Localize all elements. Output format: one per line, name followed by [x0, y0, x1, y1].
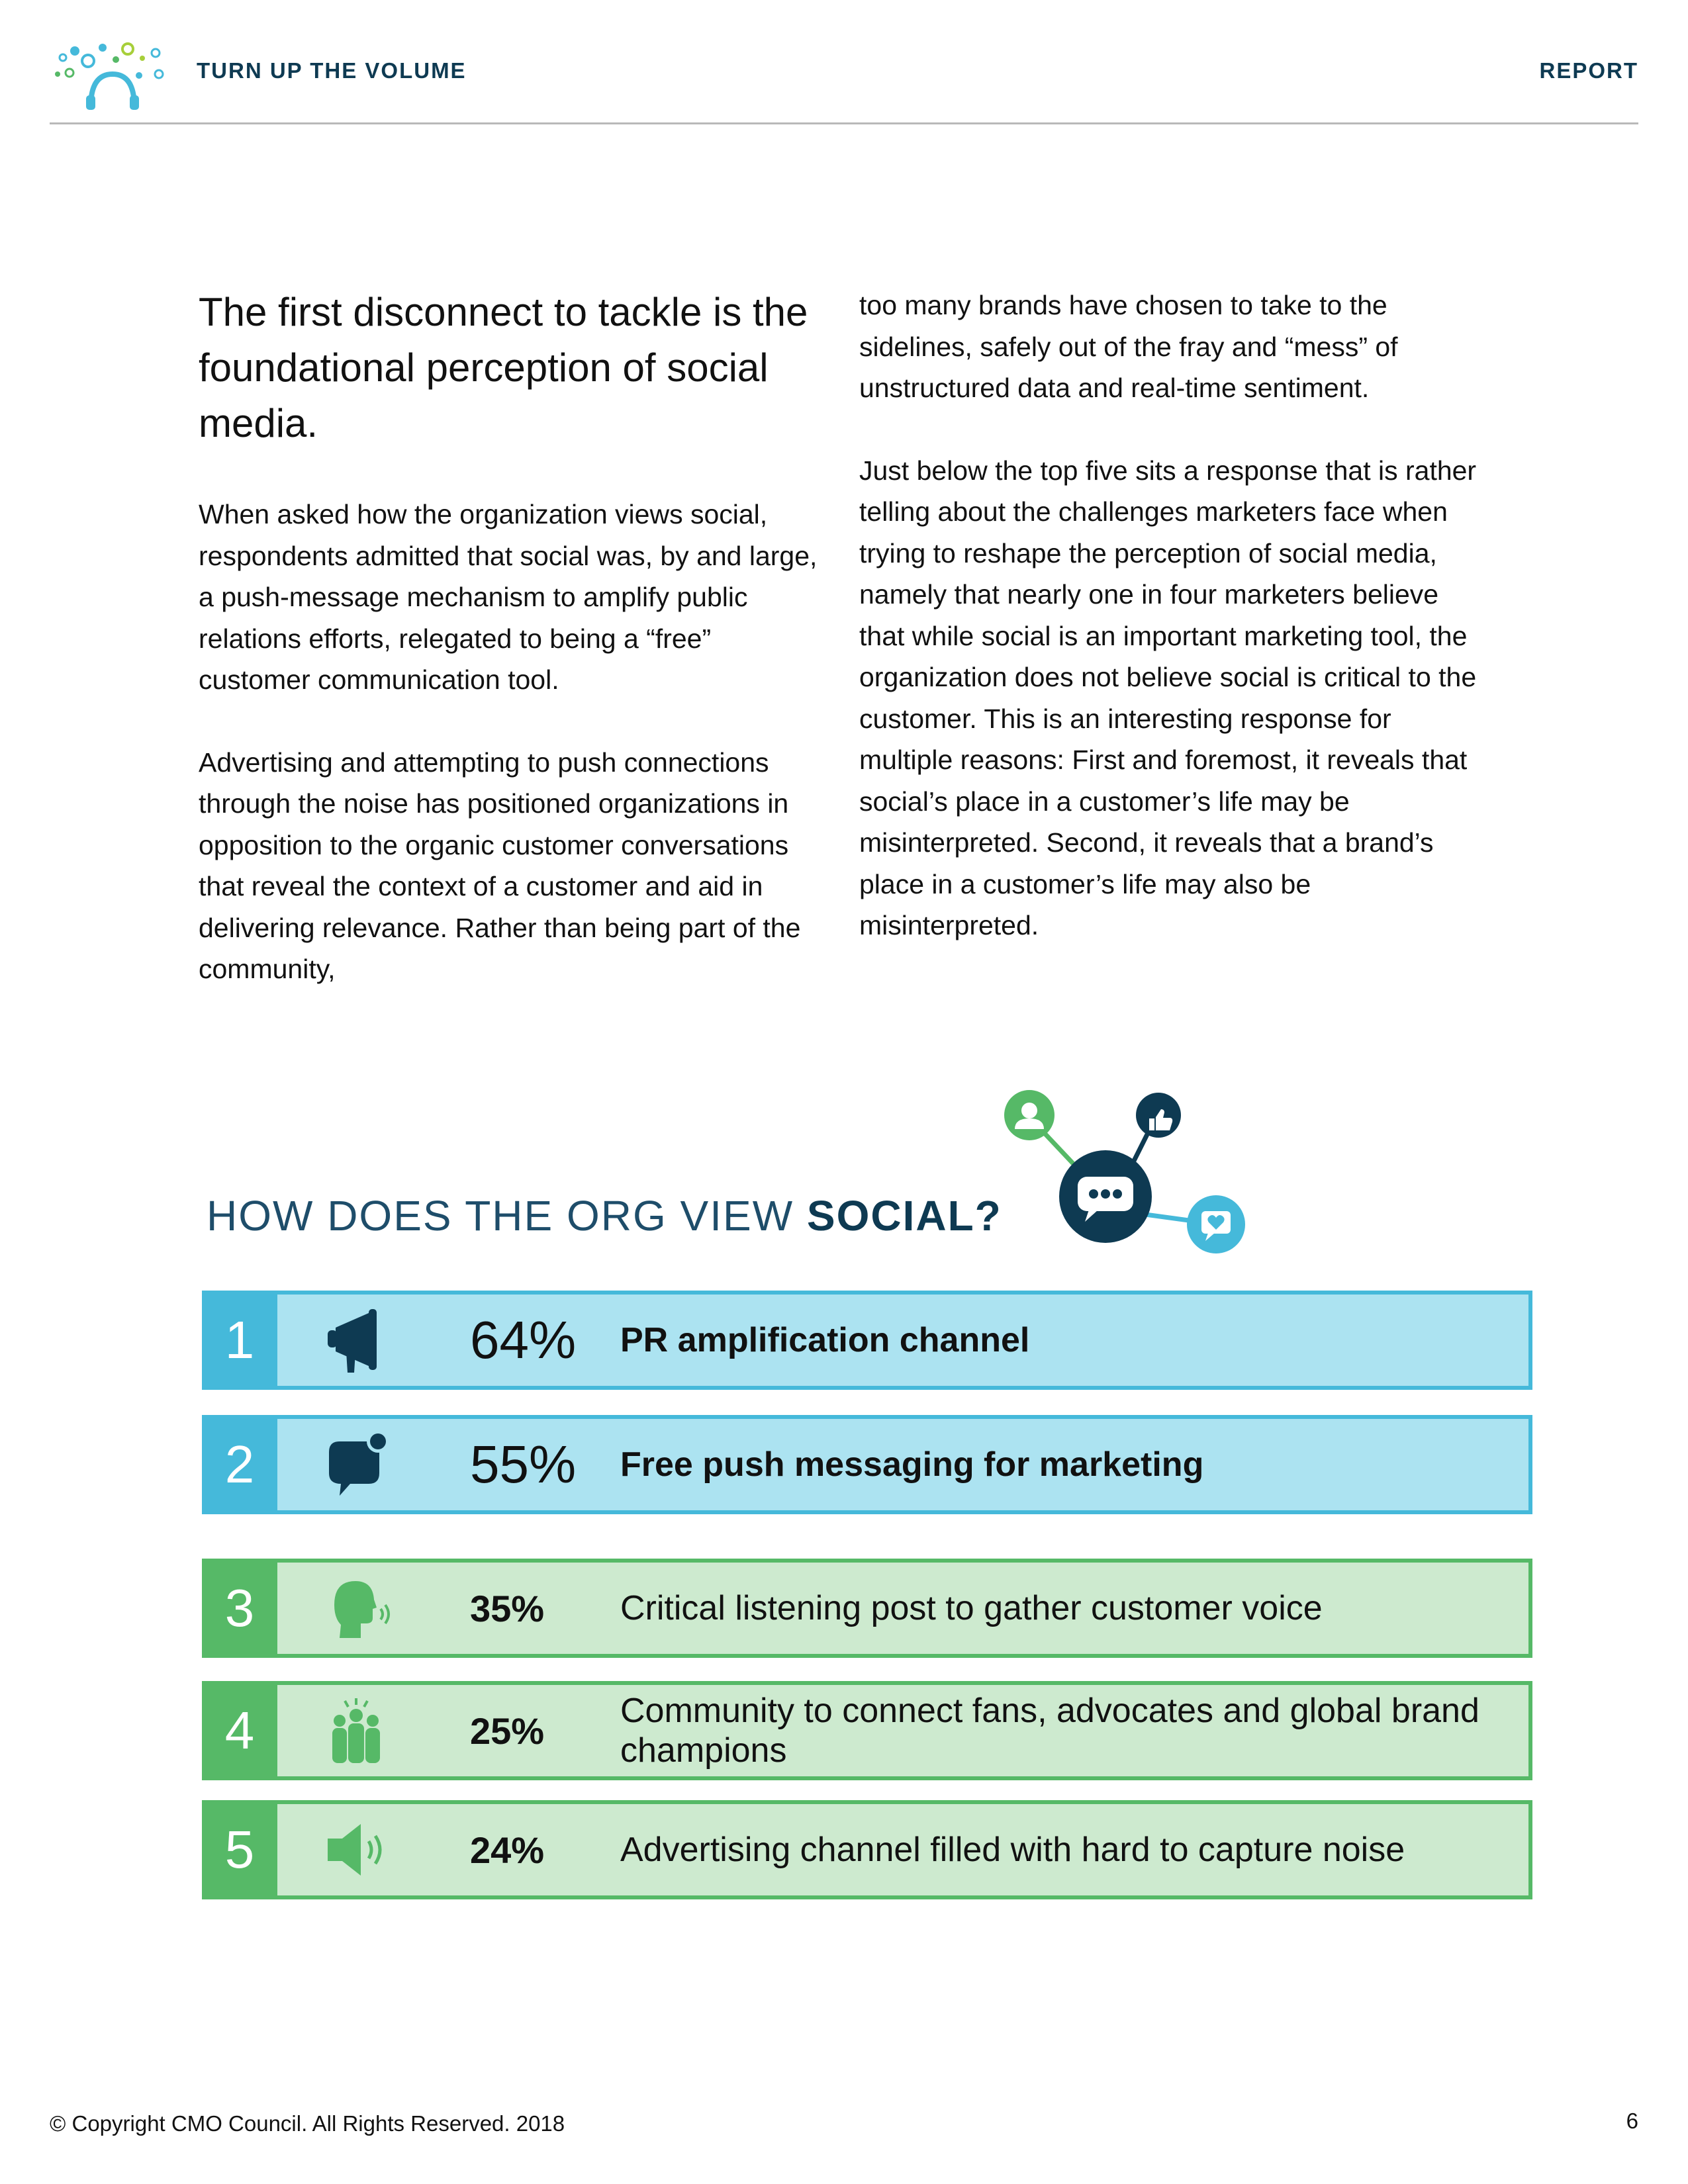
percent-value: 55%	[470, 1435, 577, 1494]
row-label: PR amplification channel	[620, 1321, 1030, 1359]
row-label: Free push messaging for marketing	[620, 1445, 1204, 1484]
percent-value: 35%	[470, 1587, 545, 1629]
row-label: Advertising channel filled with hard to capture noise	[620, 1831, 1405, 1869]
row-label: Critical listening post to gather customer voice	[620, 1589, 1323, 1627]
copyright-notice: © Copyright CMO Council. All Rights Reserved. 2018	[50, 2111, 565, 2136]
rank-number: 5	[202, 1800, 277, 1899]
speaking-head-icon	[320, 1572, 393, 1645]
chart-title-prefix: HOW DOES THE ORG VIEW	[207, 1192, 807, 1240]
volume-logo-icon	[50, 34, 169, 114]
percent-value: 64%	[470, 1310, 577, 1369]
body-paragraph: When asked how the organization views social, respondents admitted that social was, by and large, a push-message mechanism to amplify public relations efforts, relegated to being a “free” customer communication tool.	[199, 499, 818, 695]
lead-heading: The first disconnect to tackle is the foundational perception of social media.	[199, 290, 808, 445]
chart-row-5	[202, 1800, 1532, 1899]
section-label: REPORT	[1539, 58, 1638, 83]
page-number: 6	[1626, 2109, 1638, 2133]
percent-value: 25%	[470, 1709, 545, 1752]
report-title: TURN UP THE VOLUME	[197, 58, 467, 83]
chat-notification-icon	[320, 1428, 393, 1501]
social-network-icon	[993, 1085, 1258, 1271]
chart-row-2	[202, 1415, 1532, 1514]
community-group-icon	[320, 1694, 393, 1767]
chart-row-1	[202, 1291, 1532, 1390]
left-column	[199, 285, 821, 1031]
right-column	[859, 285, 1481, 987]
chart-row-4	[202, 1681, 1532, 1780]
chart-title	[207, 1191, 1002, 1240]
rank-number: 3	[202, 1559, 277, 1658]
chart-title-emphasis: SOCIAL?	[806, 1192, 1002, 1240]
body-paragraph: too many brands have chosen to take to the sidelines, safely out of the fray and “mess” of unstructured data and real-time sentiment.	[859, 290, 1398, 403]
body-paragraph: Advertising and attempting to push connections through the noise has positioned organizations in opposition to the organic customer conversations that reveal the context of a customer and aid in delivering relevance. Rather than being part of the community,	[199, 747, 801, 984]
chart-row-3	[202, 1559, 1532, 1658]
rank-number: 4	[202, 1681, 277, 1780]
rank-number: 2	[202, 1415, 277, 1514]
percent-value: 24%	[470, 1829, 545, 1871]
megaphone-icon	[320, 1304, 393, 1377]
body-paragraph: Just below the top five sits a response that is rather telling about the challenges marketers face when trying to reshape the perception of social media, namely that nearly one in four marketers believe that while social is an important marketing tool, the organization does not believe social is critical to the customer. This is an interesting response for multiple reasons: First and foremost, it reveals that social’s place in a customer’s life may be misinterpreted. Second, it reveals that a brand’s place in a customer’s life may also be misinterpreted.	[859, 455, 1477, 940]
rank-number: 1	[202, 1291, 277, 1390]
row-label: Community to connect fans, advocates and global brand champions	[620, 1692, 1479, 1770]
page-header	[50, 26, 1638, 124]
speaker-icon	[320, 1813, 393, 1886]
